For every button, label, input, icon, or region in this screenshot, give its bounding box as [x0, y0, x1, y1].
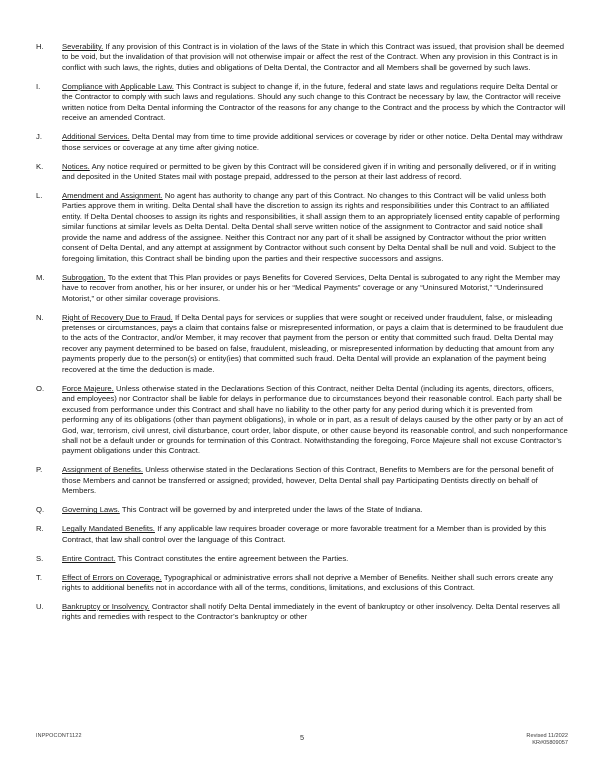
clause-body [62, 505, 568, 515]
clause-body [62, 191, 568, 264]
clause-body [62, 42, 568, 73]
clause-body [62, 82, 568, 124]
clause-title: Severability. [62, 42, 104, 51]
clause-letter: O. [36, 383, 45, 393]
clause-title: Bankruptcy or Insolvency. [62, 601, 150, 611]
clause-l [36, 191, 568, 264]
clause-m [36, 273, 568, 304]
clause-title: Amendment and Assignment. [62, 190, 163, 200]
clause-title: Compliance with Applicable Law. [62, 81, 174, 91]
clause-h [36, 42, 568, 73]
clause-t [36, 573, 568, 594]
clause-text: To the extent that This Plan provides or pays Benefits for Covered Services, Delta Dental is subrogated to any right the Member may have to recover from another, his or her insurer, or under his or her “Medical Payments” coverage or any “Uninsured Motorist,” “Underinsured Motorist,” or other similar coverage provisions. [62, 272, 561, 303]
clause-text: Unless otherwise stated in the Declarations Section of this Contract, Benefits to Members are for the personal benefit of those Members and cannot be transferred or assigned; provided, however, Delta Dental shall pay Participating Dentists directly on behalf of Members. [62, 465, 554, 496]
clause-s [36, 554, 568, 564]
clause-title: Force Majeure. [62, 383, 114, 393]
footer-revision-block [526, 733, 568, 748]
clause-p [36, 465, 568, 496]
clause-letter: U. [36, 601, 44, 611]
clause-title: Additional Services. [62, 132, 130, 142]
clause-title: Subrogation. [62, 272, 106, 282]
footer-page-number: 5 [299, 733, 305, 742]
clause-title: Notices. [62, 161, 90, 171]
page-footer [36, 733, 568, 757]
clause-letter: N. [36, 312, 44, 322]
clause-letter: J. [36, 132, 42, 142]
clause-body [62, 465, 568, 496]
clause-list [36, 42, 568, 631]
clause-o [36, 384, 568, 457]
clause-body [62, 313, 568, 376]
clause-title: Entire Contract. [62, 553, 116, 563]
clause-letter: K. [36, 161, 44, 171]
clause-text: Delta Dental may from time to time provide additional services or coverage by rider or other notice. Delta Dental may withdraw those services or coverage at any time after giving notice. [62, 132, 563, 152]
clause-title: Legally Mandated Benefits. [62, 524, 155, 534]
clause-body [62, 554, 568, 564]
clause-body [62, 162, 568, 183]
clause-letter: T. [36, 572, 42, 582]
footer-reference-number: KR#05809057 [532, 740, 568, 747]
clause-n [36, 313, 568, 376]
footer-form-code: INPPOCONT1122 [36, 733, 82, 739]
clause-body [62, 132, 568, 153]
clause-text: If any applicable law requires broader coverage or more favorable treatment for a Member than is provided by this Contract, that law shall control over the language of this Contract. [62, 524, 547, 544]
clause-letter: S. [36, 553, 44, 563]
clause-letter: Q. [36, 505, 45, 515]
clause-text: Contractor shall notify Delta Dental immediately in the event of bankruptcy or other insolvency. Delta Dental reserves all rights and remedies with respect to the Contractor’s bankruptcy or other [62, 601, 560, 622]
clause-text: This Contract is subject to change if, in the future, federal and state laws and regulations require Delta Dental or the Contractor to comply with such laws and regulations. Should any such change to this Contract be necessary by law, the Contractor will receive written notice from Delta Dental informing the Contractor of the reasons for any change to the Contract and the process by which the Contractor will receive an amended Contract. [62, 81, 566, 123]
clause-k [36, 162, 568, 183]
clause-r [36, 524, 568, 545]
clause-text: Unless otherwise stated in the Declarations Section of this Contract, neither Delta Dental (including its agents, directors, officers, and employees) nor Contractor shall be liable for delays in performance due to circumstances beyond their reasonable control. Each party shall be excused from performance under this Contract and shall have no liability to the other party for any period during which it is prevented from performing any of its obligations (other than payment obligations), in whole or in part, as a result of delays caused by the other party or by an act of God, war, terrorism, civil unrest, civil disturbance, court order, labor dispute, or other cause beyond its reasonable control, and such nonperformance shall not be a default under or grounds for termination of this Contract. Notwithstanding the foregoing, Force Majeure shall not excuse Contractor’s payment obligations under this Contract. [62, 383, 568, 456]
clause-title: Governing Laws. [62, 505, 120, 515]
clause-text: This Contract will be governed by and interpreted under the laws of the State of Indiana. [119, 505, 423, 515]
clause-u [36, 602, 568, 623]
clause-text: If any provision of this Contract is in violation of the laws of the State in which this Contract was issued, that provision shall be deemed to be void, but the invalidation of that provision will not otherwise impair or affect the rest of the Contract. When any provision in this Contract is in conflict with such laws, the rights, duties and obligations of Delta Dental, the Contractor and all Members shall be governed by such laws. [62, 42, 564, 72]
clause-j [36, 132, 568, 153]
clause-text: Any notice required or permitted to be given by this Contract will be considered given if in writing and personally delivered, or if in writing and deposited in the United States mail with postage prepaid, addressed to the person at their last address of record. [62, 161, 556, 182]
clause-title: Effect of Errors on Coverage. [62, 572, 162, 582]
clause-i [36, 82, 568, 124]
clause-body [62, 273, 568, 304]
clause-body [62, 524, 568, 545]
clause-letter: I. [36, 81, 41, 91]
clause-text: No agent has authority to change any part of this Contract. No changes to this Contract will be valid unless both Parties approve them in writing. Delta Dental shall have the discretion to assign its rights and responsibilities under this Contract to an affiliated entity. If Delta Dental chooses to assign its rights and responsibilities, it shall assign them to an appropriately licensed entity capable of performing similar functions at similar levels as Delta Dental. Delta Dental shall serve written notice of the assignment to Contractor and said notice shall provide the name and address of the assignee. Neither this Contract nor any part of it shall be assigned by Contractor without the prior written consent of Delta Dental, and any attempt at assignment by Contractor without such consent by Delta Dental shall be null and void. Subject to the foregoing limitation, this Contract shall be binding upon the parties and their respective successors and assigns. [62, 190, 560, 263]
clause-title: Right of Recovery Due to Fraud. [62, 312, 173, 322]
footer-revised-date: Revised 11/2022 [526, 733, 568, 739]
clause-letter: R. [36, 524, 44, 534]
clause-body [62, 573, 568, 594]
clause-body [62, 384, 568, 457]
clause-q [36, 505, 568, 515]
clause-body [62, 602, 568, 623]
clause-text: Typographical or administrative errors shall not deprive a Member of Benefits. Neither shall such errors create any rights to additional benefits not in accordance with all of the terms, conditions, limitations, and exclusions of this Contract. [62, 572, 554, 593]
clause-letter: M. [36, 272, 45, 282]
clause-letter: H. [36, 42, 44, 51]
clause-text: This Contract constitutes the entire agreement between the Parties. [115, 553, 349, 563]
clause-title: Assignment of Benefits. [62, 465, 143, 475]
clause-letter: P. [36, 465, 43, 475]
clause-letter: L. [36, 190, 43, 200]
clause-text: If Delta Dental pays for services or supplies that were sought or received under fraudulent, false, or misleading pretenses or circumstances, pays a claim that contains false or misrepresented information, or pays a claim that is determined to be fraudulent due to the acts of the Contractor, and/or Member, it may recover that payment from the person or entity that committed such fraud. Delta Dental may recover any payment determined to be based on false, fraudulent, misleading, or misrepresented information by deducting that amount from any payments properly due to the person(s) or entity(ies) that committed such fraud. Delta Dental will provide an explanation of the payment being recovered at the time the deduction is made. [62, 312, 564, 374]
